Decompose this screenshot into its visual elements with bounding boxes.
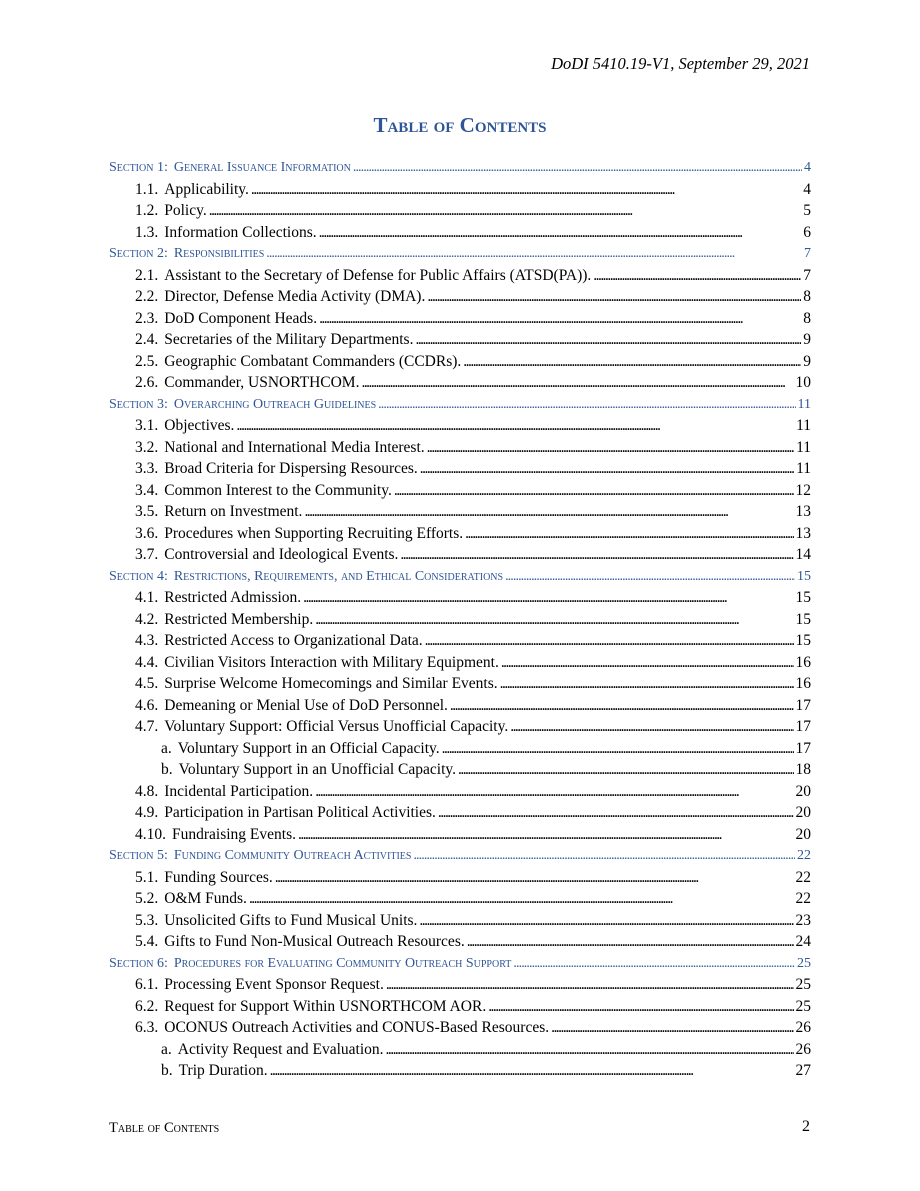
toc-entry-number: 3.5. [135,503,159,520]
toc-entry-page: 23 [795,911,811,929]
toc-dot-leader [488,996,793,1018]
toc-entry-label: National and International Media Interest. [164,438,425,456]
toc-entry-label: Demeaning or Menial Use of DoD Personnel. [164,696,448,714]
toc-entry-page: 11 [797,396,811,412]
toc-entry[interactable] [109,437,811,459]
toc-entry-number: 4.3. [135,632,159,649]
toc-entry[interactable] [109,329,811,351]
toc-entry-label: General Issuance Information [173,160,351,175]
toc-dot-leader [513,953,795,975]
toc-entry-page: 12 [795,481,811,499]
toc-entry-label: Overarching Outreach Guidelines [173,396,377,412]
toc-entry[interactable] [109,480,811,502]
toc-entry-page: 10 [795,374,811,391]
toc-dot-leader [427,437,794,459]
toc-entry-page: 22 [795,868,811,886]
toc-entry[interactable] [109,1017,811,1039]
toc-dot-leader [361,372,793,394]
toc-entry-number: Section 3: [109,396,168,412]
toc-entry-number: 6.2. [135,997,159,1015]
toc-entry-label: Restricted Admission. [164,589,302,606]
toc-entry-label: Policy. [164,202,207,219]
toc-entry-number: 3.4. [135,481,159,499]
toc-entry-page: 16 [795,653,811,671]
toc-entry-label: Activity Request and Evaluation. [177,1040,384,1058]
toc-entry-label: Surprise Welcome Homecomings and Similar Events. [164,675,498,692]
toc-entry-number: 3.3. [135,460,159,477]
toc-entry-number: 3.2. [135,438,159,456]
toc-entry-number: Section 4: [109,568,168,584]
toc-entry-page: 16 [795,675,811,692]
toc-entry-page: 8 [803,288,811,305]
toc-entry-label: Restricted Access to Organizational Data. [164,632,423,649]
toc-dot-leader [303,587,793,609]
toc-entry-page: 15 [795,632,811,649]
toc-entry-number: 2.2. [135,288,159,305]
toc-entry-label: DoD Component Heads. [164,309,318,327]
toc-entry-page: 11 [796,417,811,434]
toc-dot-leader [467,931,794,953]
toc-entry[interactable] [109,759,811,781]
toc-entry-number: 5.3. [135,911,159,929]
toc-entry-page: 11 [796,438,811,456]
toc-entry[interactable] [109,222,811,244]
toc-entry-number: 2.1. [135,266,159,284]
toc-entry[interactable] [109,308,811,330]
toc-dot-leader [450,695,794,717]
toc-entry-number: 4.7. [135,718,159,735]
toc-entry-number: 6.3. [135,1019,159,1036]
toc-entry-page: 25 [795,997,811,1015]
toc-dot-leader [427,286,801,308]
toc-entry[interactable] [109,200,811,222]
toc-entry-number: 2.4. [135,331,159,348]
toc-entry-label: Procedures for Evaluating Community Outreach Support [173,955,512,971]
toc-entry-number: 4.9. [135,804,159,821]
toc-entry-label: Information Collections. [164,223,317,241]
toc-entry-page: 13 [795,524,811,542]
toc-entry-number: 1.1. [135,180,159,198]
toc-entry[interactable] [109,523,811,545]
toc-entry-page: 9 [803,331,811,348]
toc-entry-label: Secretaries of the Military Departments. [164,331,414,348]
toc-dot-leader [425,630,794,652]
toc-entry-page: 4 [803,180,811,198]
toc-entry-number: b. [161,761,173,778]
toc-dot-leader [394,480,794,502]
toc-dot-leader [400,544,793,566]
toc-entry-page: 13 [795,503,811,520]
toc-entry[interactable] [109,716,811,738]
toc-entry-label: OCONUS Outreach Activities and CONUS-Based Resources. [164,1019,550,1036]
toc-entry-label: O&M Funds. [164,890,247,907]
toc-entry-page: 27 [795,1062,811,1079]
toc-entry[interactable] [109,695,811,717]
toc-entry-page: 26 [795,1019,811,1036]
toc-entry-page: 14 [795,546,811,563]
toc-entry-label: Funding Community Outreach Activities [173,848,412,863]
toc-entry-label: Applicability. [164,180,249,198]
toc-entry-label: Commander, USNORTHCOM. [164,374,360,391]
toc-entry[interactable] [109,587,811,609]
toc-entry-label: Gifts to Fund Non-Musical Outreach Resources. [164,933,465,950]
toc-dot-leader [386,974,794,996]
toc-dot-leader [315,609,793,631]
toc-entry-label: Procedures when Supporting Recruiting Efforts. [164,524,464,542]
toc-entry-page: 20 [795,782,811,800]
toc-entry[interactable] [109,652,811,674]
toc-entry-label: Voluntary Support in an Official Capacity. [177,739,440,757]
toc-entry-label: Voluntary Support: Official Versus Unofficial Capacity. [164,718,509,735]
toc-entry-label: Unsolicited Gifts to Fund Musical Units. [164,911,418,929]
toc-entry-label: Trip Duration. [178,1062,268,1079]
toc-entry[interactable] [109,802,811,824]
toc-entry[interactable] [109,609,811,631]
toc-entry-label: Assistant to the Secretary of Defense for Public Affairs (ATSD(PA)). [164,266,592,284]
toc-entry-page: 15 [797,568,811,584]
toc-dot-leader [501,652,794,674]
toc-entry-page: 26 [795,1040,811,1058]
toc-dot-leader [378,394,795,416]
toc-entry-page: 25 [795,976,811,993]
toc-entry-number: 4.5. [135,675,159,692]
toc-entry-number: 4.1. [135,589,159,606]
toc-entry[interactable] [109,673,811,695]
toc-entry-label: Director, Defense Media Activity (DMA). [164,288,426,305]
toc-dot-leader [458,759,794,781]
toc-entry-page: 20 [795,804,811,821]
toc-entry-page: 7 [803,266,811,284]
toc-entry[interactable] [109,781,811,803]
toc-dot-leader [415,329,801,351]
toc-dot-leader [593,265,801,287]
toc-entry-number: 2.5. [135,352,159,370]
toc-dot-leader [319,308,801,330]
footer-section-label: Table of Contents [109,1120,220,1136]
toc-entry-number: Section 2: [109,246,168,261]
toc-entry-number: 1.2. [135,202,159,219]
toc-entry-number: 3.7. [135,546,159,563]
toc-entry[interactable] [109,501,811,523]
toc-dot-leader [463,351,801,373]
toc-dot-leader [419,910,793,932]
toc-dot-leader [386,1039,794,1061]
toc-entry-page: 17 [795,718,811,735]
toc-entry[interactable] [109,931,811,953]
toc-entry-label: Processing Event Sponsor Request. [164,976,384,993]
toc-entry[interactable] [109,630,811,652]
toc-entry[interactable] [109,265,811,287]
toc-entry-page: 25 [797,955,811,971]
toc-dot-leader [551,1017,793,1039]
toc-entry-page: 17 [795,739,811,757]
toc-entry-number: a. [161,1040,172,1058]
toc-section-entry[interactable] [109,845,811,867]
toc-entry-number: 2.6. [135,374,159,391]
toc-entry-page: 22 [797,848,811,863]
toc-entry-label: Objectives. [164,417,235,434]
toc-dot-leader [505,566,795,588]
toc-entry-number: 4.8. [135,782,159,800]
toc-entry-number: b. [161,1062,173,1079]
toc-entry[interactable] [109,372,811,394]
toc-entry-number: 1.3. [135,223,159,241]
toc-entry[interactable] [109,544,811,566]
toc-entry-page: 22 [795,890,811,907]
toc-entry[interactable] [109,824,811,846]
toc-dot-leader [298,824,794,846]
toc-entry-page: 7 [804,246,811,261]
toc-entry-number: 3.1. [135,417,159,434]
toc-entry-label: Fundraising Events. [172,825,296,843]
toc-dot-leader [275,867,794,889]
toc-entry[interactable] [109,286,811,308]
toc-dot-leader [270,1060,794,1082]
toc-entry-label: Common Interest to the Community. [164,481,392,499]
toc-dot-leader [465,523,793,545]
toc-entry-number: a. [161,739,172,757]
toc-entry-number: 4.10. [135,825,166,843]
toc-section-entry[interactable] [109,243,811,265]
toc-entry[interactable] [109,1060,811,1082]
toc-section-entry[interactable] [109,394,811,416]
toc-entry-label: Voluntary Support in an Unofficial Capacity. [178,761,456,778]
toc-dot-leader [413,845,795,867]
toc-entry-page: 5 [803,202,811,219]
toc-dot-leader [500,673,794,695]
toc-dot-leader [304,501,793,523]
toc-entry-number: 5.1. [135,868,159,886]
toc-entry-label: Funding Sources. [164,868,273,886]
toc-entry-page: 20 [795,825,811,843]
toc-entry-number: 5.4. [135,933,159,950]
toc-entry[interactable] [109,974,811,996]
toc-dot-leader [442,738,794,760]
toc-dot-leader [510,716,793,738]
toc-entry-page: 15 [795,589,811,606]
toc-entry-page: 24 [795,933,811,950]
toc-entry-label: Restricted Membership. [164,610,314,628]
toc-entry[interactable] [109,1039,811,1061]
toc-entry-label: Incidental Participation. [164,782,314,800]
toc-entry-label: Broad Criteria for Dispersing Resources. [164,460,418,477]
toc-entry-page: 9 [803,352,811,370]
toc-entry-number: 3.6. [135,524,159,542]
toc-entry[interactable] [109,351,811,373]
toc-entry-number: 2.3. [135,309,159,327]
toc-dot-leader [249,888,794,910]
toc-dot-leader [420,458,794,480]
toc-dot-leader [251,179,801,201]
toc-entry-label: Civilian Visitors Interaction with Military Equipment. [164,653,499,671]
toc-entry-page: 15 [795,610,811,628]
toc-entry[interactable] [109,867,811,889]
toc-entry[interactable] [109,996,811,1018]
toc-dot-leader [236,415,794,437]
toc-entry-label: Controversial and Ideological Events. [164,546,399,563]
toc-entry-label: Request for Support Within USNORTHCOM AOR. [164,997,487,1015]
toc-entry[interactable] [109,910,811,932]
toc-entry-page: 18 [795,761,811,778]
table-of-contents [109,157,811,1082]
toc-dot-leader [209,200,802,222]
toc-entry-label: Participation in Partisan Political Activities. [164,804,436,821]
toc-entry-label: Geographic Combatant Commanders (CCDRs). [164,352,462,370]
toc-entry-number: Section 1: [109,160,168,175]
toc-dot-leader [438,802,794,824]
toc-entry-number: Section 5: [109,848,168,863]
toc-entry-label: Return on Investment. [164,503,303,520]
toc-entry-number: 4.4. [135,653,159,671]
toc-entry-page: 17 [795,696,811,714]
toc-entry-number: Section 6: [109,955,168,971]
footer-page-number: 2 [802,1118,810,1135]
toc-dot-leader [353,157,802,179]
toc-entry[interactable] [109,179,811,201]
toc-entry-number: 5.2. [135,890,159,907]
toc-entry[interactable] [109,415,811,437]
page-title: Table of Contents [373,113,547,137]
toc-entry-label: Restrictions, Requirements, and Ethical Considerations [173,568,504,584]
toc-entry-number: 4.2. [135,610,159,628]
toc-entry[interactable] [109,738,811,760]
toc-entry-page: 11 [796,460,811,477]
toc-entry-number: 6.1. [135,976,159,993]
toc-dot-leader [315,781,793,803]
toc-entry[interactable] [109,458,811,480]
toc-section-entry[interactable] [109,953,811,975]
toc-entry-page: 4 [804,160,811,175]
toc-entry-page: 6 [803,223,811,241]
toc-entry-label: Responsibilities [173,246,265,261]
toc-dot-leader [266,243,802,265]
toc-section-entry[interactable] [109,566,811,588]
toc-dot-leader [319,222,802,244]
toc-entry-page: 8 [803,309,811,327]
document-header: DoDI 5410.19-V1, September 29, 2021 [551,54,810,73]
toc-section-entry[interactable] [109,157,811,179]
toc-entry-number: 4.6. [135,696,159,714]
toc-entry[interactable] [109,888,811,910]
